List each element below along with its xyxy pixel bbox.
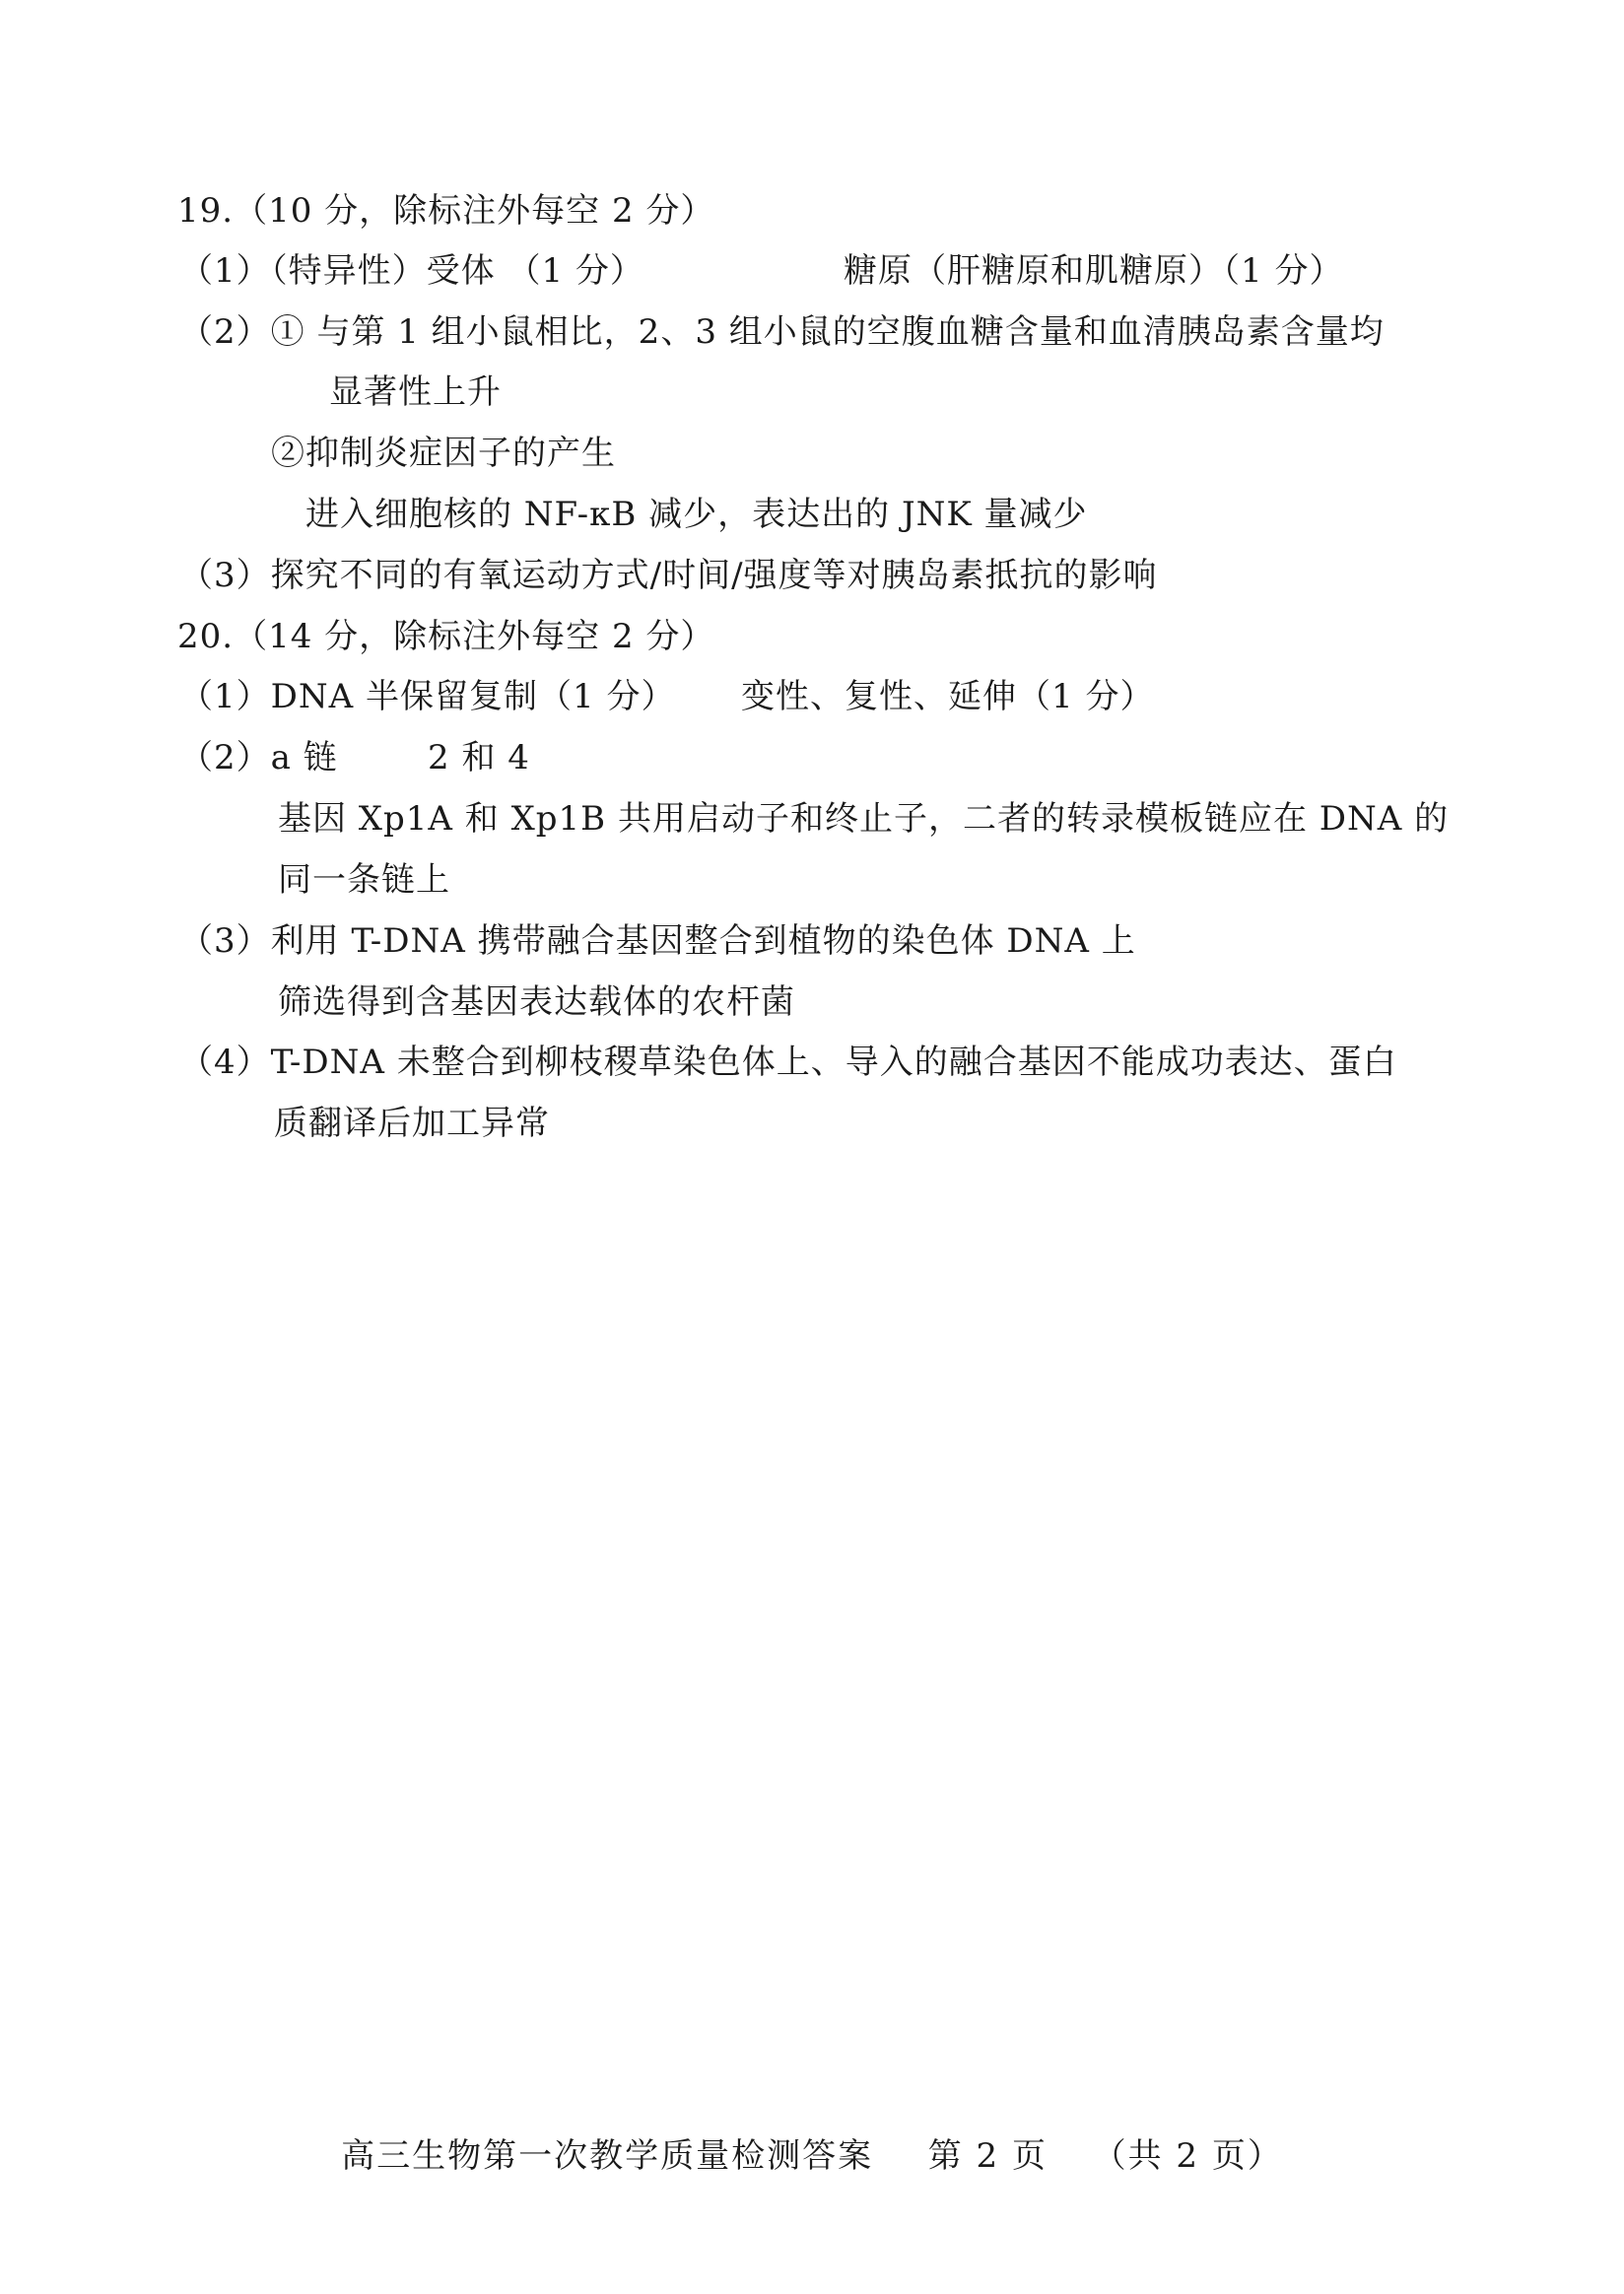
q20-header: 20.（14 分，除标注外每空 2 分） [177, 617, 715, 656]
q19-part2-line4: 进入细胞核的 NF-κB 减少，表达出的 JNK 量减少 [305, 495, 1088, 534]
q19-part2-line3: ②抑制炎症因子的产生 [271, 434, 616, 473]
footer-total-pages: （共 2 页） [1092, 2136, 1283, 2176]
q19-part3: （3）探究不同的有氧运动方式/时间/强度等对胰岛素抵抗的影响 [179, 556, 1158, 595]
q20-part2-answer-a: （2）a 链 [179, 738, 338, 777]
page-footer [0, 2134, 1624, 2178]
q20-part2-line2: 基因 Xp1A 和 Xp1B 共用启动子和终止子，二者的转录模板链应在 DNA 的 [278, 799, 1450, 839]
q19-header: 19.（10 分，除标注外每空 2 分） [177, 191, 715, 231]
q19-part2-line2: 显著性上升 [329, 372, 502, 412]
footer-page-number: 第 2 页 [927, 2136, 1048, 2176]
q20-part4-line2: 质翻译后加工异常 [274, 1104, 550, 1143]
q20-part2-answer-b: 2 和 4 [428, 738, 530, 777]
q20-part2-line3: 同一条链上 [278, 860, 450, 900]
q20-part3-line2: 筛选得到含基因表达载体的农杆菌 [278, 982, 795, 1022]
q19-part2-line1: （2）① 与第 1 组小鼠相比，2、3 组小鼠的空腹血糖含量和血清胰岛素含量均 [179, 312, 1385, 352]
q19-part1-answer-b: 糖原（肝糖原和肌糖原）（1 分） [844, 251, 1344, 291]
q20-part1-answer-b: 变性、复性、延伸（1 分） [741, 677, 1155, 716]
q20-part1-answer-a: （1）DNA 半保留复制（1 分） [179, 677, 676, 716]
q20-part4-line1: （4）T-DNA 未整合到柳枝稷草染色体上、导入的融合基因不能成功表达、蛋白 [179, 1043, 1397, 1082]
footer-title: 高三生物第一次教学质量检测答案 [341, 2136, 874, 2176]
q20-part3-line1: （3）利用 T-DNA 携带融合基因整合到植物的染色体 DNA 上 [179, 921, 1136, 961]
q19-part1-answer-a: （1）（特异性）受体 （1 分） [179, 251, 644, 291]
